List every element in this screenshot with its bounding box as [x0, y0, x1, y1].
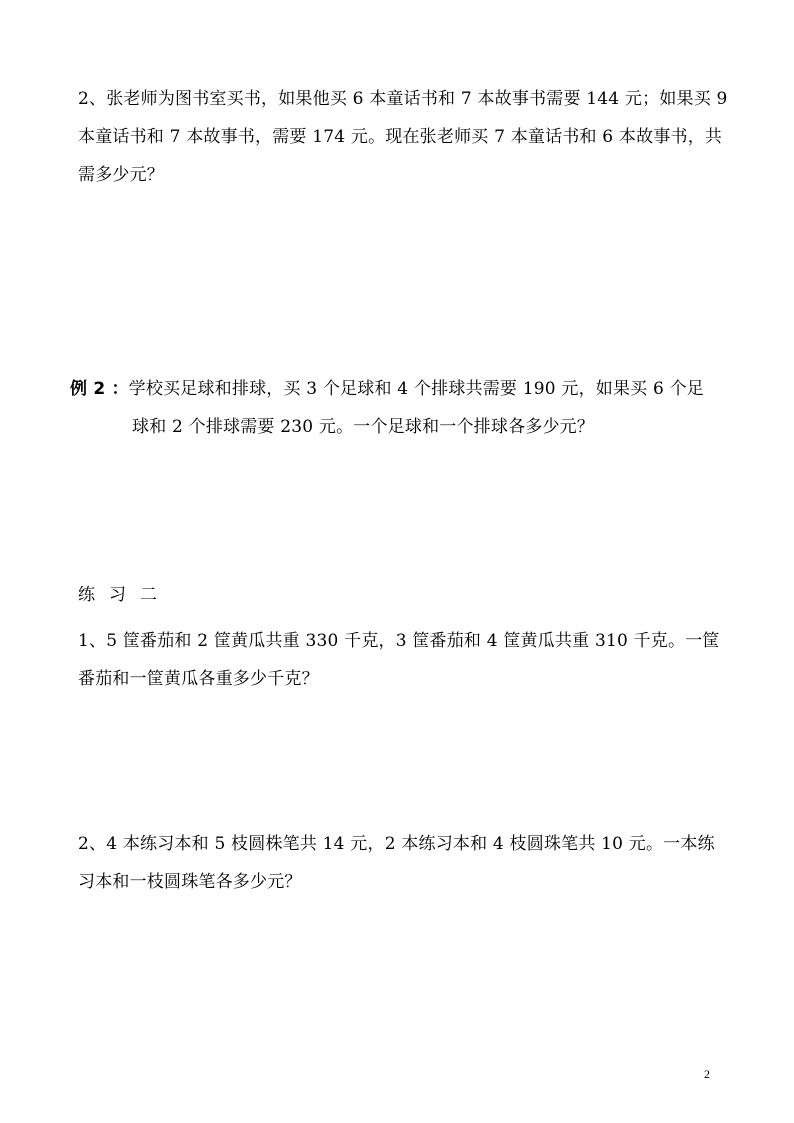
example-2-line-1: 学校买足球和排球，买 3 个足球和 4 个排球共需要 190 元，如果买 6 个足 — [128, 379, 704, 399]
practice-2-question-1: 1、5 筐番茄和 2 筐黄瓜共重 330 千克，3 筐番茄和 4 筐黄瓜共重 310 千克。一筐番茄和一筐黄瓜各重多少千克？ — [78, 631, 720, 689]
page-number: 2 — [704, 1067, 710, 1081]
example-2-label: 例 2 ： — [70, 379, 129, 399]
practice-2-title: 练习二 — [78, 585, 171, 605]
problem-2-text: 2、张老师为图书室买书，如果他买 6 本童话书和 7 本故事书需要 144 元；如果买 9 本童话书和 7 本故事书，需要 174 元。现在张老师买 7 本童话书和 6 本故事书，共需多少元？ — [78, 89, 728, 185]
example-2-line-2: 球和 2 个排球需要 230 元。一个足球和一个排球各多少元？ — [132, 417, 595, 437]
example-2 — [70, 370, 730, 446]
practice-2-question-2: 2、4 本练习本和 5 枝圆株笔共 14 元，2 本练习本和 4 枝圆珠笔共 10 元。一本练习本和一枝圆珠笔各多少元？ — [78, 834, 715, 892]
